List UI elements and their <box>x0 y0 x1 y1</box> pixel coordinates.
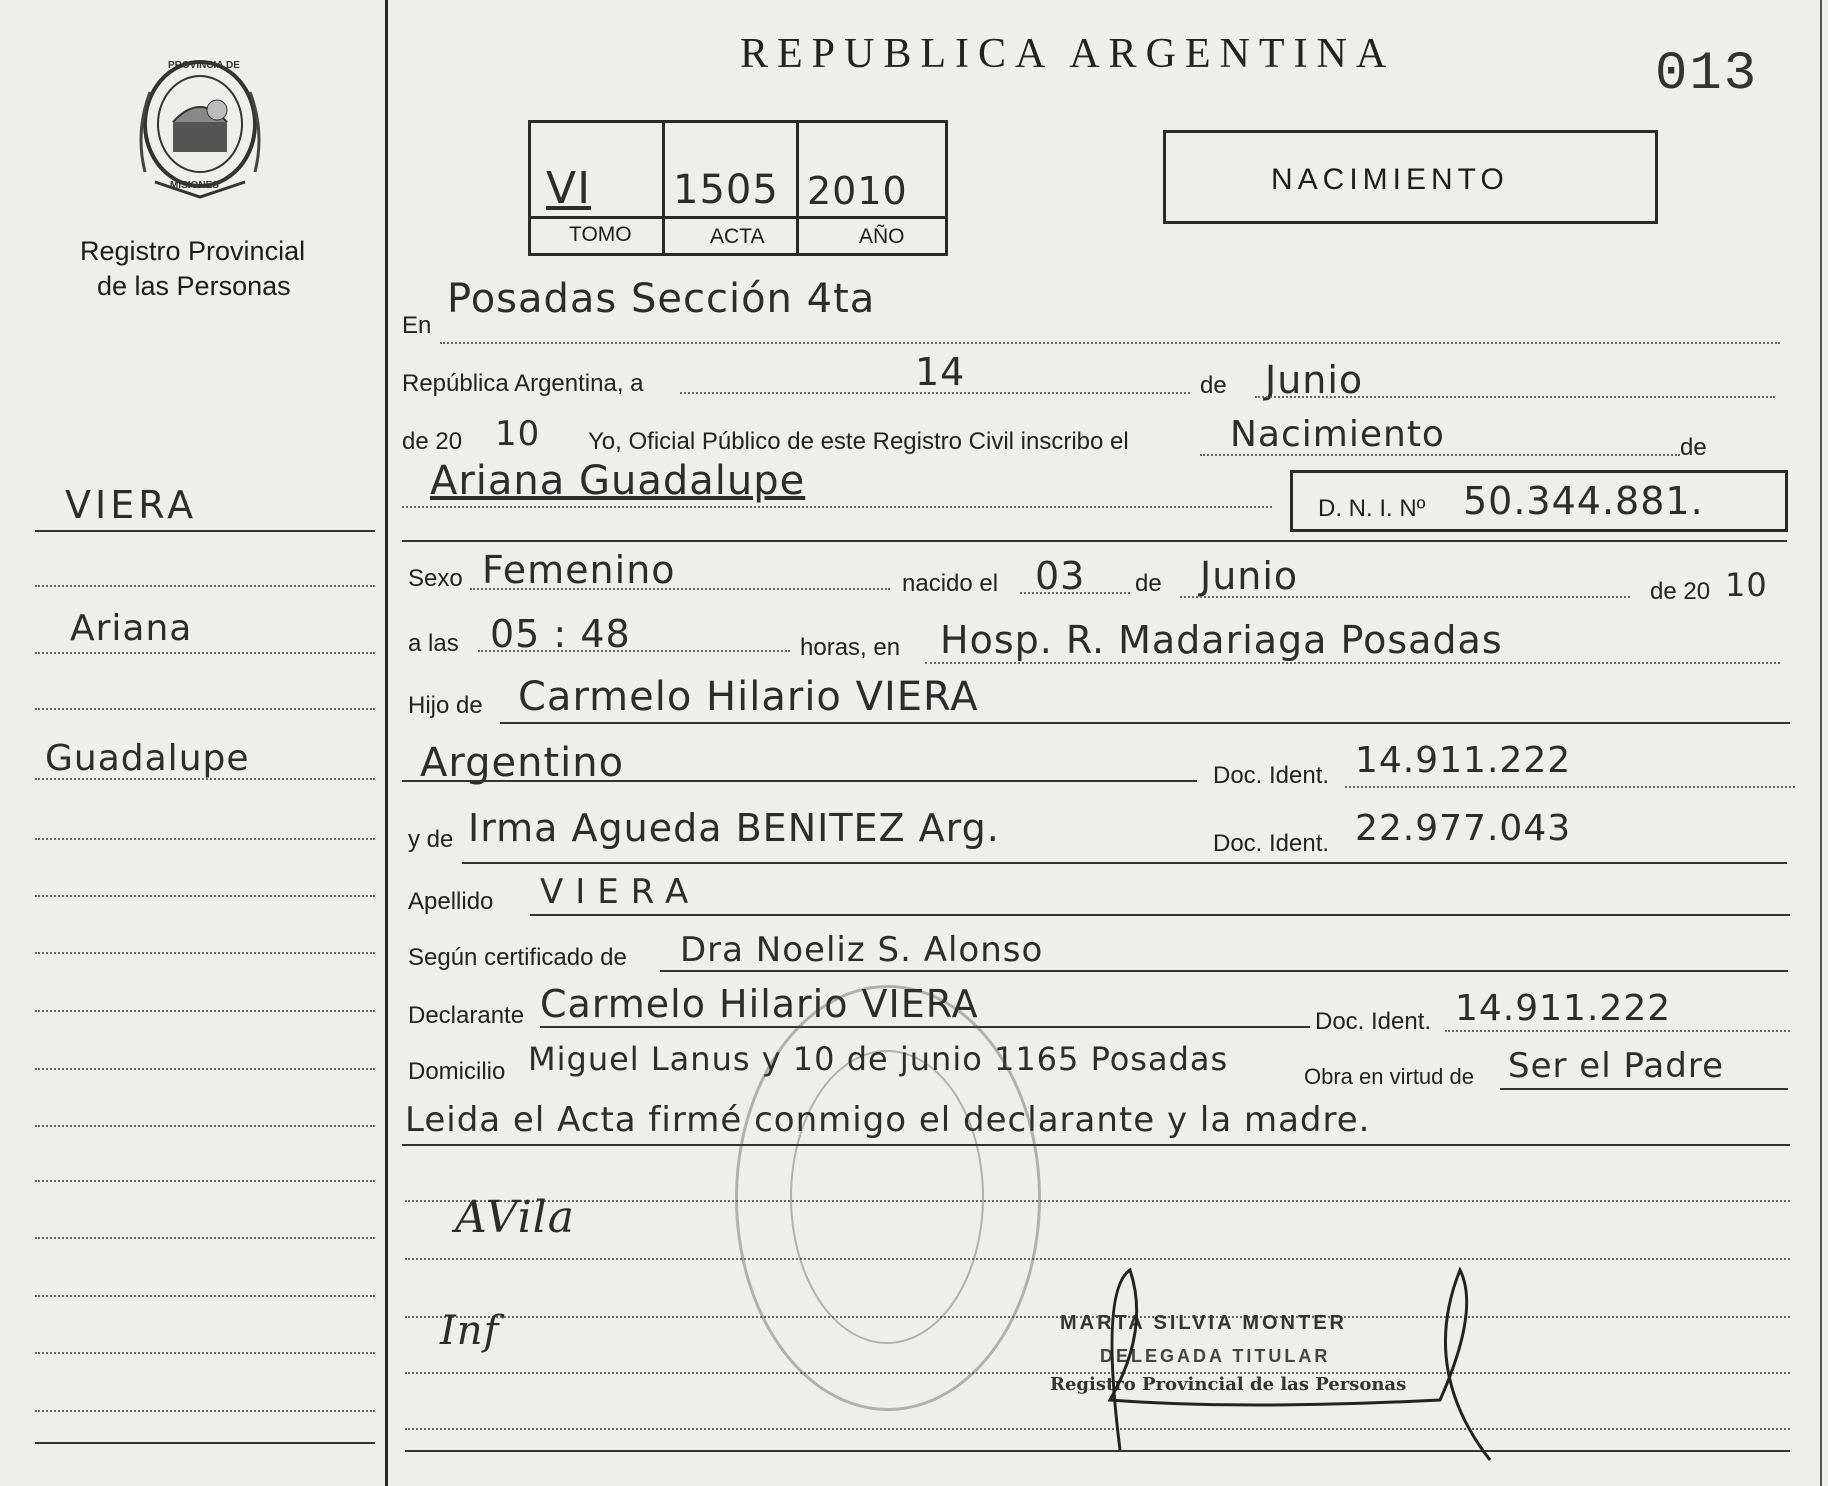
inscribo-dotline <box>1200 454 1680 456</box>
birth-month-dotline <box>1180 596 1630 598</box>
margin-dotline <box>35 1068 375 1070</box>
signature-1: AVila <box>455 1192 575 1243</box>
margin-dotline <box>35 1295 375 1297</box>
father-doc-value: 14.911.222 <box>1355 740 1572 781</box>
seal-bottom-text: MISIONES <box>170 180 219 191</box>
margin-name1: Ariana <box>70 608 193 649</box>
margin-dotline <box>35 1410 375 1412</box>
margin-dotline <box>35 652 375 654</box>
en-dotline <box>440 342 1780 344</box>
place-value: Hosp. R. Madariaga Posadas <box>940 618 1503 662</box>
official-name: MARTA SILVIA MONTER <box>1060 1312 1347 1334</box>
segun-rule <box>660 970 1788 972</box>
declarante-label: Declarante <box>408 1002 525 1029</box>
sexo-dotline <box>470 588 890 590</box>
official-stamp-inner <box>790 1050 984 1344</box>
blank-dotline <box>405 1200 1790 1202</box>
margin-dotline <box>35 1180 375 1182</box>
record-box-divider <box>531 216 945 219</box>
margin-dotline <box>35 895 375 897</box>
month-value: Junio <box>1265 358 1364 402</box>
segun-value: Dra Noeliz S. Alonso <box>680 930 1044 970</box>
doc-ident-label-2: Doc. Ident. <box>1213 830 1330 857</box>
apellido-value: VIERA <box>540 872 701 912</box>
father-value: Carmelo Hilario VIERA <box>518 674 979 720</box>
day-value: 14 <box>915 350 966 394</box>
obra-rule <box>1500 1088 1788 1090</box>
obra-value: Ser el Padre <box>1508 1046 1724 1086</box>
domicilio-label: Domicilio <box>408 1058 506 1085</box>
mother-rule <box>462 862 1787 864</box>
en-value: Posadas Sección 4ta <box>447 276 876 322</box>
margin-dotline <box>35 838 375 840</box>
year-prefix: de 20 <box>402 428 463 455</box>
official-signature-stroke <box>1040 1250 1520 1480</box>
de-label-2: de <box>1680 434 1707 461</box>
margin-bottom-rule <box>35 1442 375 1444</box>
margin-dotline <box>35 585 375 587</box>
anio-cell <box>799 123 945 253</box>
margin-rule <box>35 530 375 532</box>
dni-label: D. N. I. Nº <box>1318 495 1426 522</box>
y-de-label: y de <box>408 826 454 853</box>
margin-dotline <box>35 952 375 954</box>
a-las-label: a las <box>408 630 459 657</box>
dni-box <box>1290 470 1788 532</box>
sexo-value: Femenino <box>482 548 676 592</box>
margin-dotline <box>35 1010 375 1012</box>
margin-dotline <box>35 1125 375 1127</box>
margin-dotline <box>35 778 375 780</box>
nationality-rule <box>402 780 1197 782</box>
declarante-value: Carmelo Hilario VIERA <box>540 982 979 1026</box>
sexo-label: Sexo <box>408 565 463 592</box>
place-dotline <box>925 662 1780 664</box>
anio-label: AÑO <box>859 225 905 248</box>
record-type-box <box>1163 130 1658 224</box>
doc-ident-label-3: Doc. Ident. <box>1315 1008 1432 1035</box>
signature-2: Inf <box>440 1308 500 1354</box>
closing-rule <box>402 1144 1790 1146</box>
seal-arc-text: PROVINCIA DE <box>168 60 240 71</box>
father-rule <box>500 722 1790 724</box>
declarante-doc-value: 14.911.222 <box>1455 988 1672 1029</box>
father-nationality-value: Argentino <box>420 740 625 786</box>
anio-value: 2010 <box>807 169 908 213</box>
domicilio-value: Miguel Lanus y 10 de junio 1165 Posadas <box>528 1040 1229 1078</box>
tomo-label: TOMO <box>569 223 632 246</box>
doc-ident-label: Doc. Ident. <box>1213 762 1330 789</box>
horas-label: horas, en <box>800 634 901 661</box>
margin-dotline <box>35 1352 375 1354</box>
child-name-dotline <box>402 506 1272 508</box>
year-suffix-value: 10 <box>495 414 541 454</box>
top-rule <box>402 540 1787 542</box>
registry-name-line1: Registro Provincial <box>80 236 306 266</box>
margin-surname: VIERA <box>65 483 198 527</box>
inscribo-value: Nacimiento <box>1230 414 1445 455</box>
apellido-label: Apellido <box>408 888 494 915</box>
closing-text: Leida el Acta firmé conmigo el declarante y la madre. <box>405 1100 1371 1140</box>
inscribo-label: Yo, Oficial Público de este Registro Civil inscribo el <box>588 428 1129 455</box>
tomo-value: VI <box>546 163 592 214</box>
acta-cell <box>665 123 799 253</box>
obra-label: Obra en virtud de <box>1304 1064 1474 1089</box>
margin-dotline <box>35 708 375 710</box>
acta-label: ACTA <box>710 225 765 248</box>
declarante-doc-dotline <box>1445 1030 1790 1032</box>
time-value: 05 : 48 <box>490 612 631 656</box>
column-divider <box>385 0 388 1486</box>
tomo-cell <box>531 123 665 253</box>
father-doc-dotline <box>1345 786 1795 788</box>
record-type-label: NACIMIENTO <box>1271 163 1509 196</box>
child-name-value: Ariana Guadalupe <box>430 458 806 504</box>
margin-dotline <box>35 1237 375 1239</box>
en-label: En <box>402 312 432 339</box>
birth-year-suffix-value: 10 <box>1725 566 1768 604</box>
registry-name-line2: de las Personas <box>97 271 291 301</box>
page-title: REPUBLICA ARGENTINA <box>740 31 1396 77</box>
apellido-rule <box>530 914 1790 916</box>
birth-day-dotline <box>1020 592 1130 594</box>
nacido-label: nacido el <box>902 570 999 597</box>
mother-doc-value: 22.977.043 <box>1355 808 1572 849</box>
official-registry: Registro Provincial de las Personas <box>1050 1374 1407 1395</box>
right-border <box>1820 0 1822 1486</box>
de20-label: de 20 <box>1650 578 1711 605</box>
sheet-number: 013 <box>1655 44 1759 105</box>
record-id-box <box>528 120 948 256</box>
margin-name2: Guadalupe <box>45 738 250 779</box>
segun-label: Según certificado de <box>408 944 627 971</box>
republica-label: República Argentina, a <box>402 370 644 397</box>
birth-month-value: Junio <box>1200 554 1299 598</box>
acta-value: 1505 <box>673 167 779 213</box>
de-label: de <box>1200 372 1227 399</box>
de-label-3: de <box>1135 570 1162 597</box>
birth-day-value: 03 <box>1035 554 1086 598</box>
official-title: DELEGADA TITULAR <box>1100 1346 1331 1366</box>
dni-value: 50.344.881. <box>1463 479 1704 523</box>
month-dotline <box>1255 396 1775 398</box>
mother-value: Irma Agueda BENITEZ Arg. <box>468 806 1000 850</box>
time-dotline <box>478 650 790 652</box>
hijo-label: Hijo de <box>408 692 483 719</box>
